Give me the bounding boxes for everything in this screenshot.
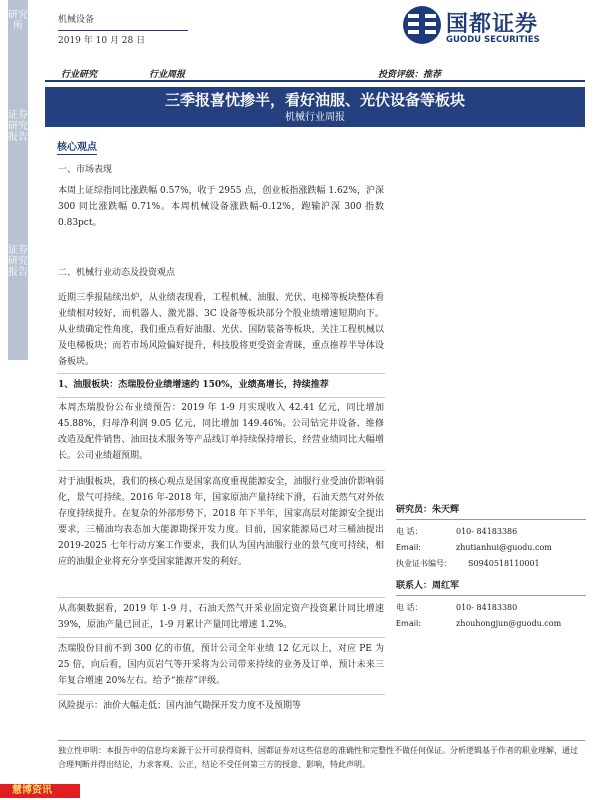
core-view-heading: 核心观点 bbox=[57, 138, 97, 155]
rating-label: 投资评级：推荐 bbox=[378, 70, 442, 80]
side-strip-label: 证券研究报告 bbox=[8, 110, 28, 143]
analyst-name: 研究员：朱天辉 bbox=[396, 502, 586, 520]
company-logo bbox=[402, 5, 582, 49]
analyst-card bbox=[396, 502, 586, 572]
email-label: Email: bbox=[396, 619, 421, 628]
divider bbox=[57, 373, 385, 374]
license-label: 执业证书编号： bbox=[396, 559, 452, 568]
jerry-earnings-text: 本周杰瑞股份公布业绩预告：2019 年 1-9 月实现收入 42.41 亿元，同比增加 45.88%，归母净利润 9.05 亿元，同比增加 149.46%。公司钻完井设备、维修改造及配件销售、油田技术服务等产品线订单持续保持增长，经营业绩同比大幅增长。公司业绩超预期。 bbox=[58, 403, 384, 461]
email-label: Email: bbox=[396, 543, 421, 552]
industry-outlook-text: 近期三季报陆续出炉，从业绩表现看，工程机械、油服、光伏、电梯等板块整体看业绩相对较好，而机器人、激光器、3C 设备等板块部分个股业绩增速短期向下。从业绩确定性角度，我们重点看好油服、光伏、国防装备等板块，关注工程机械以及电梯板块；而若市场风险偏好提升，科技股将更受资金青睐，重点推荐半导体设备板块。 bbox=[58, 293, 384, 367]
independence-disclaimer: 独立性申明：本报告中的信息均来源于公开可获得资料，国都证券对这些信息的准确性和完整性不做任何保证。分析逻辑基于作者的职业理解，通过合理判断并得出结论，力求客观、公正，结论不受任何第三方的授意、影响，特此声明。 bbox=[58, 740, 585, 772]
report-type-label: 行业周报 bbox=[149, 70, 186, 80]
title-banner bbox=[45, 87, 585, 127]
risk-warning: 风险提示：油价大幅走低；国内油气勘探开发力度不及预期等 bbox=[58, 701, 302, 711]
section-heading: 二、机械行业动态及投资观点 bbox=[58, 268, 176, 278]
analyst-email[interactable]: zhutianhui@guodu.com bbox=[456, 543, 552, 552]
market-performance-text: 本周上证综指同比涨跌幅 0.57%，收于 2955 点，创业板指涨跌幅 1.62%，沪深 300 同比涨跌幅 0.71%。本周机械设备涨跌幅-0.12%，跑输沪深 300 指数 0.83pct。 bbox=[58, 186, 384, 228]
side-strip-label: 证券研究报告 bbox=[8, 245, 28, 278]
contact-card bbox=[396, 578, 586, 632]
category-bar bbox=[45, 64, 585, 82]
contact-name: 联系人：周红军 bbox=[396, 578, 586, 596]
divider bbox=[57, 397, 385, 398]
divider bbox=[57, 597, 385, 598]
analyst-license: S0940518110001 bbox=[468, 559, 540, 568]
category-label: 行业研究 bbox=[61, 70, 98, 80]
side-strip-label: 研究所 bbox=[8, 10, 28, 32]
sector-label: 机械设备 bbox=[58, 15, 95, 25]
report-subtitle: 机械行业周报 bbox=[285, 112, 345, 123]
side-strip bbox=[8, 0, 28, 360]
contact-email[interactable]: zhouhongjun@guodu.com bbox=[456, 619, 562, 628]
section-heading: 一、市场表现 bbox=[58, 165, 113, 175]
divider bbox=[57, 637, 385, 638]
report-date: 2019 年 10 月 28 日 bbox=[58, 36, 146, 46]
phone-label: 电 话： bbox=[396, 603, 423, 612]
oil-service-subheading: 1、油服板块：杰瑞股份业绩增速约 150%，业绩高增长，持续推荐 bbox=[58, 380, 329, 390]
report-title: 三季报喜忧掺半，看好油服、光伏设备等板块 bbox=[164, 91, 465, 109]
divider bbox=[57, 694, 385, 695]
report-header bbox=[58, 14, 188, 48]
logo-name-cn: 国都证券 bbox=[446, 12, 539, 37]
header-rule bbox=[58, 30, 188, 31]
analyst-phone: 010- 84183386 bbox=[456, 527, 518, 536]
divider bbox=[57, 470, 385, 471]
phone-label: 电 话： bbox=[396, 527, 423, 536]
logo-mark-icon bbox=[402, 5, 442, 45]
valuation-text: 杰瑞股份目前不到 300 亿的市值，预计公司全年业绩 12 亿元以上，对应 PE 为 25 倍，向后看，国内页岩气等开采将为公司带来持续的业务及订单，预计未来三年复合增速 20%左右。给予“推荐”评级。 bbox=[58, 644, 384, 686]
logo-name-en: GUODU SECURITIES bbox=[446, 35, 540, 45]
contact-phone: 010- 84183380 bbox=[456, 603, 518, 612]
oil-service-view-text: 对于油服板块，我们的核心观点是国家高度重视能源安全，油服行业受油价影响弱化，景气可持续。2016 年-2018 年，国家原油产量持续下滑，石油天然气对外依存度持续提升。在复杂的外部形势下，2018 年下半年，国家高层对能源安全提出要求，三桶油均表态加大能源勘探开发力度。目前，国家能源局已对三桶油提出 2019-2025 七年行动方案工作要求，我们认为国内油服行业的景气度可持续，相应的油服企业将充分享受国家能源开发的利好。 bbox=[58, 477, 384, 567]
high-frequency-data-text: 从高频数据看，2019 年 1-9 月，石油天然气开采业固定资产投资累计同比增速 39%，原油产量已回正，1-9 月累计产量同比增速 1.2%。 bbox=[58, 604, 384, 630]
watermark-badge: 慧博资讯 bbox=[0, 784, 80, 798]
